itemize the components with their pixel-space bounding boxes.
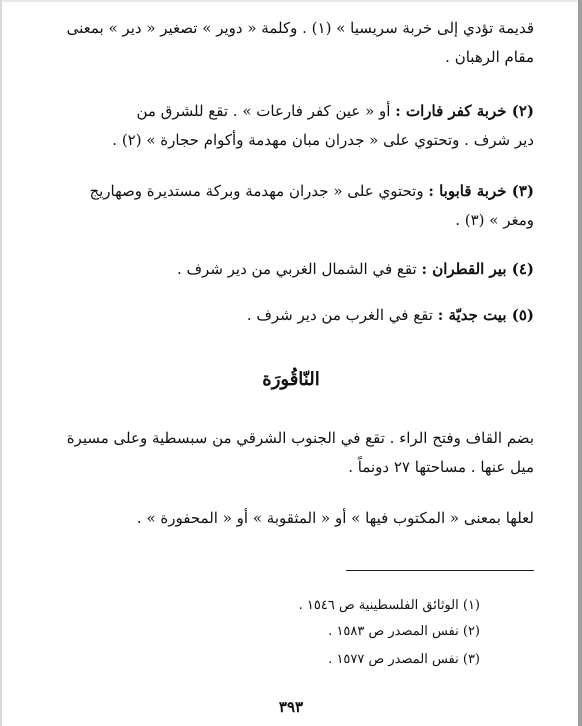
item-3-line-2: ومغر » (٣) .	[455, 211, 534, 229]
item-5-title: (٥) بيت جديّة :	[437, 306, 534, 324]
item-2-line-1	[136, 101, 534, 121]
item-5-line	[247, 305, 534, 325]
footnote-separator	[346, 570, 534, 571]
intro-line-2: مقام الرهبان .	[445, 48, 534, 66]
item-4-line	[177, 259, 534, 279]
footnote-2: (٢) نفس المصدر ص ١٥٨٣ .	[328, 624, 480, 639]
meaning-paragraph: لعلها بمعنى « المكتوب فيها » أو « المثقوبة » أو « المحفورة » .	[136, 509, 534, 527]
item-5-text: تقع في الغرب من دير شرف .	[246, 306, 438, 324]
item-2-line-1-text: أو « عين كفر فارعات » . تقع للشرق من	[136, 102, 396, 120]
footnote-1: (١) الوثائق الفلسطينية ص ١٥٤٦ .	[298, 598, 480, 613]
naqura-line-1: بضم القاف وفتح الراء . تقع في الجنوب الشرقي من سبسطية وعلى مسيرة	[66, 429, 534, 447]
intro-line-1: قديمة تؤدي إلى خربة سريسيا » (١) . وكلمة « دوير » تصغير « دير » بمعنى	[66, 19, 534, 37]
footnote-3: (٣) نفس المصدر ص ١٥٧٧ .	[328, 652, 480, 667]
item-3-title: (٣) خربة قابوبا :	[428, 182, 534, 200]
item-2-line-2: دير شرف . وتحتوي على « جدران مبان مهدمة وأكوام حجارة » (٢) .	[112, 131, 534, 149]
section-heading: النّاقُورَة	[262, 369, 320, 390]
naqura-line-2: ميل عنها . مساحتها ٢٧ دونماً .	[348, 458, 534, 476]
item-3-line-1-text: وتحتوي على « جدران مهدمة وبركة مستديرة وصهاريج	[89, 182, 429, 200]
page-number: ٣٩٣	[278, 698, 304, 716]
item-4-title: (٤) بير القطران :	[421, 260, 534, 278]
item-4-text: تقع في الشمال الغربي من دير شرف .	[176, 260, 422, 278]
item-3-line-1	[89, 181, 534, 201]
item-2-title: (٢) خربة كفر فارات :	[395, 102, 534, 120]
